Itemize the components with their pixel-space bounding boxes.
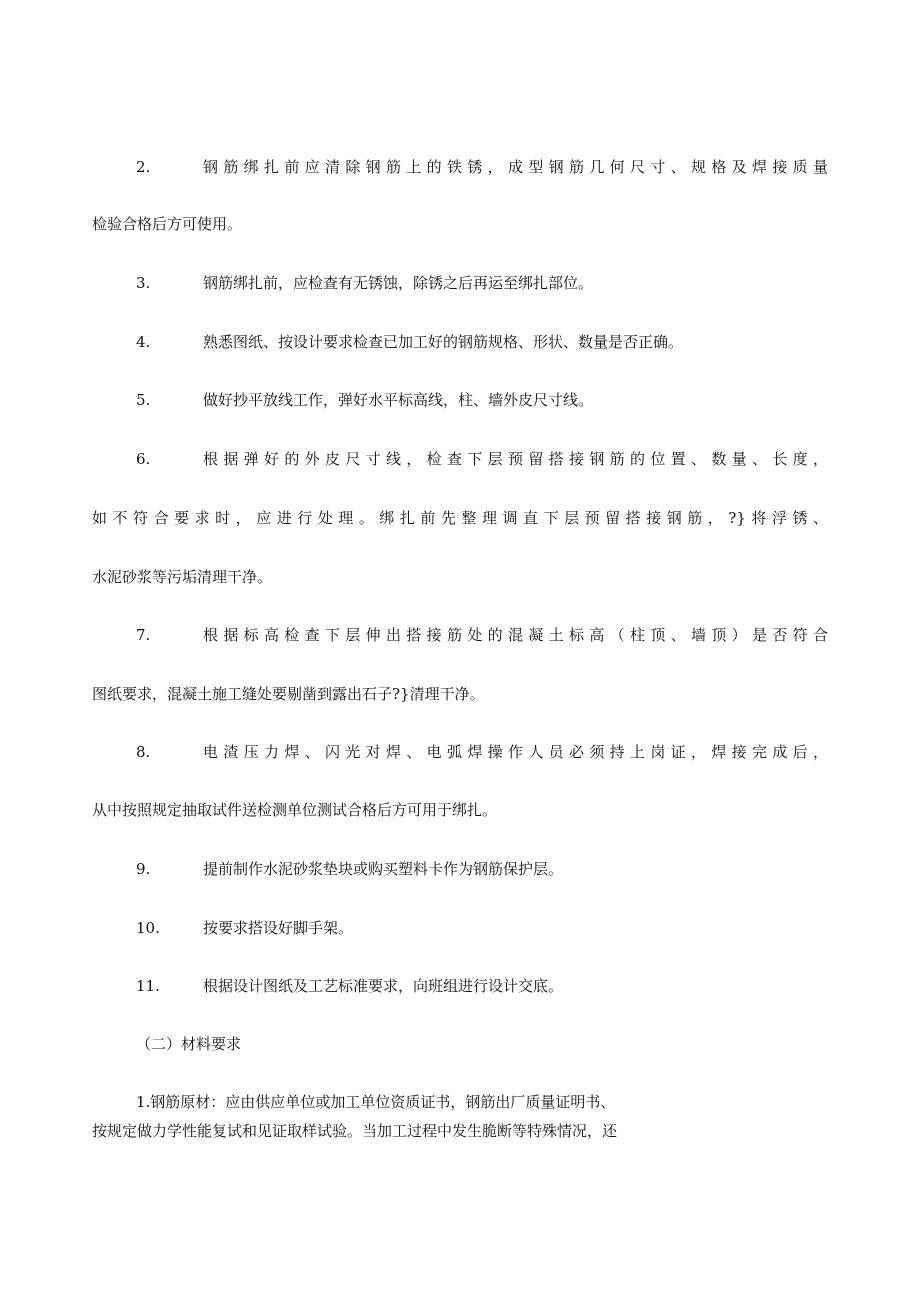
section-heading: （二）材料要求 xyxy=(136,1035,242,1053)
item-number: 3. xyxy=(136,274,151,292)
paragraph-line: 按规定做力学性能复试和见证取样试验。当加工过程中发生脆断等特殊情况，还 xyxy=(92,1122,618,1140)
item-text: 钢筋绑扎前应清除钢筋上的铁锈，成型钢筋几何尺寸、规格及焊接质量 xyxy=(203,158,828,176)
item-text: 根据弹好的外皮尺寸线，检查下层预留搭接钢筋的位置、数量、长度， xyxy=(203,450,828,468)
item-number: 2. xyxy=(136,158,151,176)
item-text: 提前制作水泥砂浆垫块或购买塑料卡作为钢筋保护层。 xyxy=(203,860,564,878)
item-number: 9. xyxy=(136,860,151,878)
item-number: 7. xyxy=(136,626,151,644)
item-text: 电渣压力焊、闪光对焊、电弧焊操作人员必须持上岗证，焊接完成后， xyxy=(203,743,828,761)
item-number: 4. xyxy=(136,333,151,351)
item-continuation: 检验合格后方可使用。 xyxy=(92,215,243,233)
item-text: 根据标高检查下层伸出搭接筋处的混凝土标高（柱顶、墙顶）是否符合 xyxy=(203,626,828,644)
item-text: 按要求搭设好脚手架。 xyxy=(203,919,354,937)
item-number: 6. xyxy=(136,450,151,468)
item-number: 8. xyxy=(136,743,151,761)
item-continuation: 从中按照规定抽取试件送检测单位测试合格后方可用于绑扎。 xyxy=(92,801,498,819)
item-text: 熟悉图纸、按设计要求检查已加工好的钢筋规格、形状、数量是否正确。 xyxy=(203,333,684,351)
item-number: 11. xyxy=(136,977,160,995)
item-number: 10. xyxy=(136,919,160,937)
item-continuation: 如不符合要求时，应进行处理。绑扎前先整理调直下层预留搭接钢筋，?}将浮锈、 xyxy=(92,509,828,527)
item-continuation: 水泥砂浆等污垢清理干净。 xyxy=(92,568,273,586)
paragraph-line: 1.钢筋原材：应由供应单位或加工单位资质证书，钢筋出厂质量证明书、 xyxy=(136,1093,616,1111)
item-text: 做好抄平放线工作，弹好水平标高线，柱、墙外皮尺寸线。 xyxy=(203,391,594,409)
item-text: 根据设计图纸及工艺标准要求，向班组进行设计交底。 xyxy=(203,977,564,995)
item-text: 钢筋绑扎前，应检查有无锈蚀，除锈之后再运至绑扎部位。 xyxy=(203,274,594,292)
item-continuation: 图纸要求，混凝土施工缝处要剔凿到露出石子?}清理干净。 xyxy=(92,685,485,703)
item-number: 5. xyxy=(136,391,151,409)
